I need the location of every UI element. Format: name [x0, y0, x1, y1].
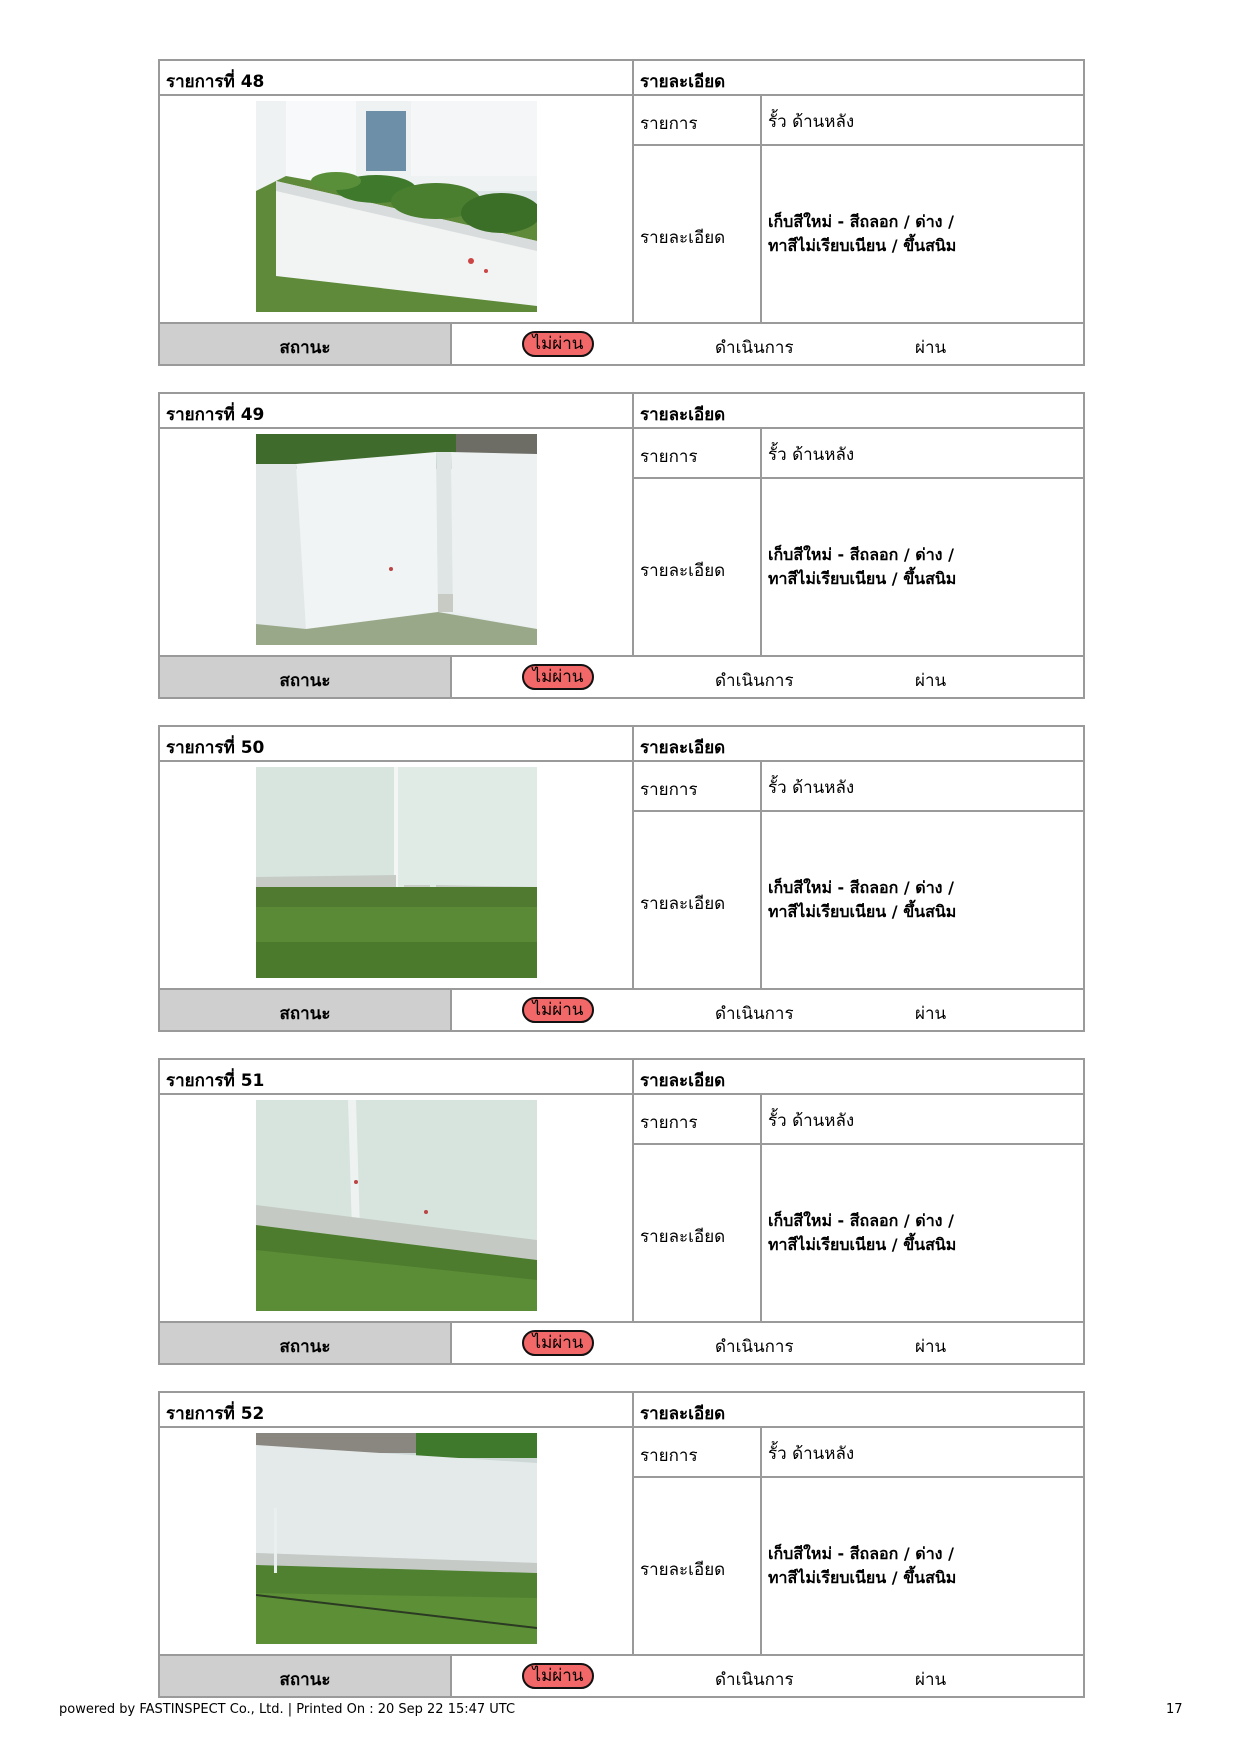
- detail-line-1: เก็บสีใหม่ - สีถลอก / ด่าง /: [768, 545, 954, 564]
- inspection-photo[interactable]: [256, 1100, 537, 1311]
- item-header-cell: [160, 727, 634, 762]
- status-row: [160, 988, 1083, 1030]
- detail-value: [768, 1542, 956, 1590]
- detail-value: [768, 876, 956, 924]
- label-cell: [634, 762, 762, 810]
- detail-line-1: เก็บสีใหม่ - สีถลอก / ด่าง /: [768, 1211, 954, 1230]
- detail-row: [634, 812, 1083, 988]
- inspection-item-49: [158, 392, 1085, 699]
- inspection-photo[interactable]: [256, 1433, 537, 1644]
- detail-label: รายละเอียด: [640, 1560, 726, 1580]
- status-fail-badge[interactable]: ไม่ผ่าน: [522, 997, 594, 1023]
- detail-line-1: เก็บสีใหม่ - สีถลอก / ด่าง /: [768, 1544, 954, 1563]
- photo-cell: [160, 429, 634, 655]
- status-label: สถานะ: [279, 671, 331, 691]
- inspection-item-48: [158, 59, 1085, 366]
- status-label-cell: [160, 657, 452, 697]
- status-label: สถานะ: [279, 1004, 331, 1024]
- status-label: สถานะ: [279, 1670, 331, 1690]
- status-pass-option[interactable]: ผ่าน: [915, 1004, 947, 1024]
- detail-line-2: ทาสีไม่เรียบเนียน / ขึ้นสนิม: [768, 236, 957, 255]
- item-value: รั้ว ด้านหลัง: [768, 445, 855, 465]
- detail-line-1: เก็บสีใหม่ - สีถลอก / ด่าง /: [768, 212, 954, 231]
- status-row: [160, 322, 1083, 364]
- label-cell: [634, 812, 762, 988]
- detail-row: [634, 146, 1083, 322]
- inspection-photo[interactable]: [256, 434, 537, 645]
- photo-cell: [160, 1428, 634, 1654]
- item-label: รายการ: [640, 114, 698, 134]
- detail-value: [768, 1209, 956, 1257]
- detail-row: [634, 1478, 1083, 1654]
- label-cell: [634, 146, 762, 322]
- item-title: รายการที่ 49: [166, 405, 265, 425]
- label-cell: [634, 1428, 762, 1476]
- status-pass-option[interactable]: ผ่าน: [915, 1670, 947, 1690]
- status-in-progress-option[interactable]: ดำเนินการ: [715, 1337, 794, 1357]
- item-header-cell: [160, 1393, 634, 1428]
- detail-header-cell: [634, 61, 1083, 96]
- status-in-progress-option[interactable]: ดำเนินการ: [715, 338, 794, 358]
- item-title: รายการที่ 50: [166, 738, 265, 758]
- footer-text: powered by FASTINSPECT Co., Ltd. | Printed On : 20 Sep 22 15:47 UTC: [59, 1702, 516, 1717]
- label-cell: [634, 96, 762, 144]
- status-row: [160, 1654, 1083, 1696]
- inspection-item-52: [158, 1391, 1085, 1698]
- item-header-cell: [160, 61, 634, 96]
- item-label: รายการ: [640, 447, 698, 467]
- inspection-item-51: [158, 1058, 1085, 1365]
- label-cell: [634, 429, 762, 477]
- label-cell: [634, 479, 762, 655]
- item-header-cell: [160, 1060, 634, 1095]
- status-label-cell: [160, 1323, 452, 1363]
- item-title: รายการที่ 52: [166, 1404, 265, 1424]
- detail-label: รายละเอียด: [640, 561, 726, 581]
- status-fail-badge[interactable]: ไม่ผ่าน: [522, 331, 594, 357]
- status-in-progress-option[interactable]: ดำเนินการ: [715, 1670, 794, 1690]
- detail-label: รายละเอียด: [640, 894, 726, 914]
- status-fail-badge[interactable]: ไม่ผ่าน: [522, 664, 594, 690]
- detail-value: [768, 543, 956, 591]
- status-row: [160, 655, 1083, 697]
- detail-line-2: ทาสีไม่เรียบเนียน / ขึ้นสนิม: [768, 1235, 957, 1254]
- status-pass-option[interactable]: ผ่าน: [915, 1337, 947, 1357]
- photo-cell: [160, 762, 634, 988]
- detail-row: [634, 1145, 1083, 1321]
- detail-header-cell: [634, 394, 1083, 429]
- detail-line-1: เก็บสีใหม่ - สีถลอก / ด่าง /: [768, 878, 954, 897]
- detail-header: รายละเอียด: [640, 405, 726, 425]
- status-label: สถานะ: [279, 338, 331, 358]
- detail-header-cell: [634, 1393, 1083, 1428]
- item-value: รั้ว ด้านหลัง: [768, 1111, 855, 1131]
- status-fail-badge[interactable]: ไม่ผ่าน: [522, 1330, 594, 1356]
- photo-cell: [160, 1095, 634, 1321]
- detail-header: รายละเอียด: [640, 72, 726, 92]
- item-value: รั้ว ด้านหลัง: [768, 112, 855, 132]
- label-cell: [634, 1145, 762, 1321]
- status-pass-option[interactable]: ผ่าน: [915, 671, 947, 691]
- item-row: [634, 96, 1083, 146]
- inspection-item-50: [158, 725, 1085, 1032]
- detail-header-cell: [634, 1060, 1083, 1095]
- item-row: [634, 1428, 1083, 1478]
- status-in-progress-option[interactable]: ดำเนินการ: [715, 671, 794, 691]
- inspection-photo[interactable]: [256, 101, 537, 312]
- status-fail-badge[interactable]: ไม่ผ่าน: [522, 1663, 594, 1689]
- photo-cell: [160, 96, 634, 322]
- item-value: รั้ว ด้านหลัง: [768, 778, 855, 798]
- detail-value: [768, 210, 956, 258]
- item-value: รั้ว ด้านหลัง: [768, 1444, 855, 1464]
- label-cell: [634, 1478, 762, 1654]
- page-number: 17: [1166, 1702, 1183, 1717]
- status-row: [160, 1321, 1083, 1363]
- detail-row: [634, 479, 1083, 655]
- item-header-cell: [160, 394, 634, 429]
- status-in-progress-option[interactable]: ดำเนินการ: [715, 1004, 794, 1024]
- detail-header-cell: [634, 727, 1083, 762]
- detail-line-2: ทาสีไม่เรียบเนียน / ขึ้นสนิม: [768, 569, 957, 588]
- item-title: รายการที่ 51: [166, 1071, 265, 1091]
- item-title: รายการที่ 48: [166, 72, 265, 92]
- inspection-photo[interactable]: [256, 767, 537, 978]
- detail-line-2: ทาสีไม่เรียบเนียน / ขึ้นสนิม: [768, 902, 957, 921]
- status-pass-option[interactable]: ผ่าน: [915, 338, 947, 358]
- item-label: รายการ: [640, 780, 698, 800]
- label-cell: [634, 1095, 762, 1143]
- item-row: [634, 429, 1083, 479]
- item-label: รายการ: [640, 1113, 698, 1133]
- status-label: สถานะ: [279, 1337, 331, 1357]
- item-label: รายการ: [640, 1446, 698, 1466]
- detail-label: รายละเอียด: [640, 228, 726, 248]
- item-row: [634, 1095, 1083, 1145]
- detail-header: รายละเอียด: [640, 738, 726, 758]
- item-row: [634, 762, 1083, 812]
- status-label-cell: [160, 1656, 452, 1696]
- detail-label: รายละเอียด: [640, 1227, 726, 1247]
- status-label-cell: [160, 990, 452, 1030]
- detail-header: รายละเอียด: [640, 1404, 726, 1424]
- status-label-cell: [160, 324, 452, 364]
- detail-header: รายละเอียด: [640, 1071, 726, 1091]
- detail-line-2: ทาสีไม่เรียบเนียน / ขึ้นสนิม: [768, 1568, 957, 1587]
